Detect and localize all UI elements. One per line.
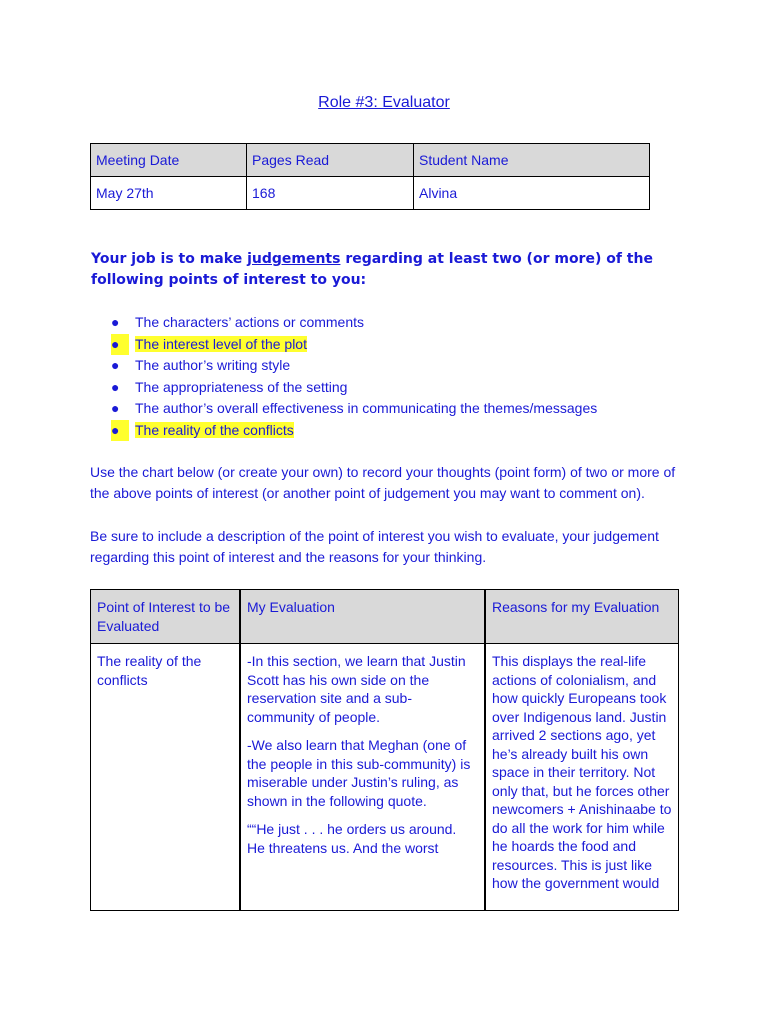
point-text: The interest level of the plot bbox=[135, 335, 307, 352]
description-instructions-paragraph: Be sure to include a description of the point of interest you wish to evaluate, your judgement regarding this point of interest and the reasons for your thinking. bbox=[90, 528, 659, 565]
my-evaluation-header: My Evaluation bbox=[240, 590, 485, 644]
pages-read-header: Pages Read bbox=[247, 144, 414, 177]
point-item bbox=[91, 398, 597, 420]
evaluation-paragraph: -We also learn that Meghan (one of the people in this sub-community) is miserable under Justin’s ruling, as shown in the following quote. bbox=[247, 737, 471, 809]
student-name-header: Student Name bbox=[414, 144, 650, 177]
pages-read-value: 168 bbox=[247, 177, 414, 210]
bullet-icon: ● bbox=[111, 378, 120, 395]
evaluation-paragraph: -In this section, we learn that Justin Scott has his own side on the reservation site and a sub-community of people. bbox=[247, 653, 466, 725]
evaluation-table bbox=[90, 589, 679, 911]
point-item bbox=[91, 312, 597, 334]
bullet-icon: ● bbox=[111, 400, 120, 416]
student-name-value: Alvina bbox=[414, 177, 650, 210]
intro-underlined-word: judgements bbox=[247, 251, 341, 267]
point-text: The author’s writing style bbox=[135, 357, 291, 373]
intro-text-start: Your job is to make bbox=[91, 251, 248, 267]
reasons-header: Reasons for my Evaluation bbox=[485, 590, 679, 644]
point-text: The appropriateness of the setting bbox=[135, 378, 348, 395]
point-text: The author’s overall effectiveness in communicating the themes/messages bbox=[135, 400, 598, 416]
point-text: The characters’ actions or comments bbox=[135, 314, 365, 330]
bullet-icon: ● bbox=[111, 420, 129, 442]
instructions-intro bbox=[91, 249, 681, 291]
meeting-info-header-row bbox=[91, 144, 650, 177]
point-item bbox=[91, 377, 597, 399]
meeting-date-header: Meeting Date bbox=[91, 144, 247, 177]
evaluation-body-row bbox=[91, 644, 679, 911]
meeting-info-table bbox=[90, 143, 650, 210]
bullet-icon: ● bbox=[111, 314, 120, 330]
my-evaluation-cell bbox=[240, 644, 485, 911]
point-of-interest-header: Point of Interest to be Evaluated bbox=[91, 590, 241, 644]
points-of-interest-list bbox=[91, 312, 597, 441]
point-of-interest-cell: The reality of the conflicts bbox=[91, 644, 241, 911]
evaluation-quote: ““He just . . . he orders us around. He threatens us. And the worst bbox=[247, 821, 457, 856]
point-item-highlighted bbox=[91, 420, 597, 442]
evaluation-header-row bbox=[91, 590, 679, 644]
chart-instructions-paragraph: Use the chart below (or create your own) to record your thoughts (point form) of two or more of the above points of interest (or another point of judgement you may want to comment on). bbox=[90, 464, 676, 501]
point-item-highlighted bbox=[91, 334, 597, 356]
intro-text-end: regarding at least two (or more) of the following points of interest to you: bbox=[91, 251, 653, 288]
page-title: Role #3: Evaluator bbox=[318, 94, 450, 111]
bullet-icon: ● bbox=[111, 334, 129, 356]
bullet-icon: ● bbox=[111, 357, 120, 373]
meeting-date-value: May 27th bbox=[91, 177, 247, 210]
point-text: The reality of the conflicts bbox=[135, 421, 294, 438]
meeting-info-value-row bbox=[91, 177, 650, 210]
point-item bbox=[91, 355, 597, 377]
reasons-cell: This displays the real-life actions of colonialism, and how quickly Europeans took over Indigenous land. Justin arrived 2 sections ago, yet he’s already built his own space in their territory. Not only that, but he forces other newcomers + Anishinaabe to do all the work for him while he hoards the food and resources. This is just like how the government would bbox=[485, 644, 679, 911]
